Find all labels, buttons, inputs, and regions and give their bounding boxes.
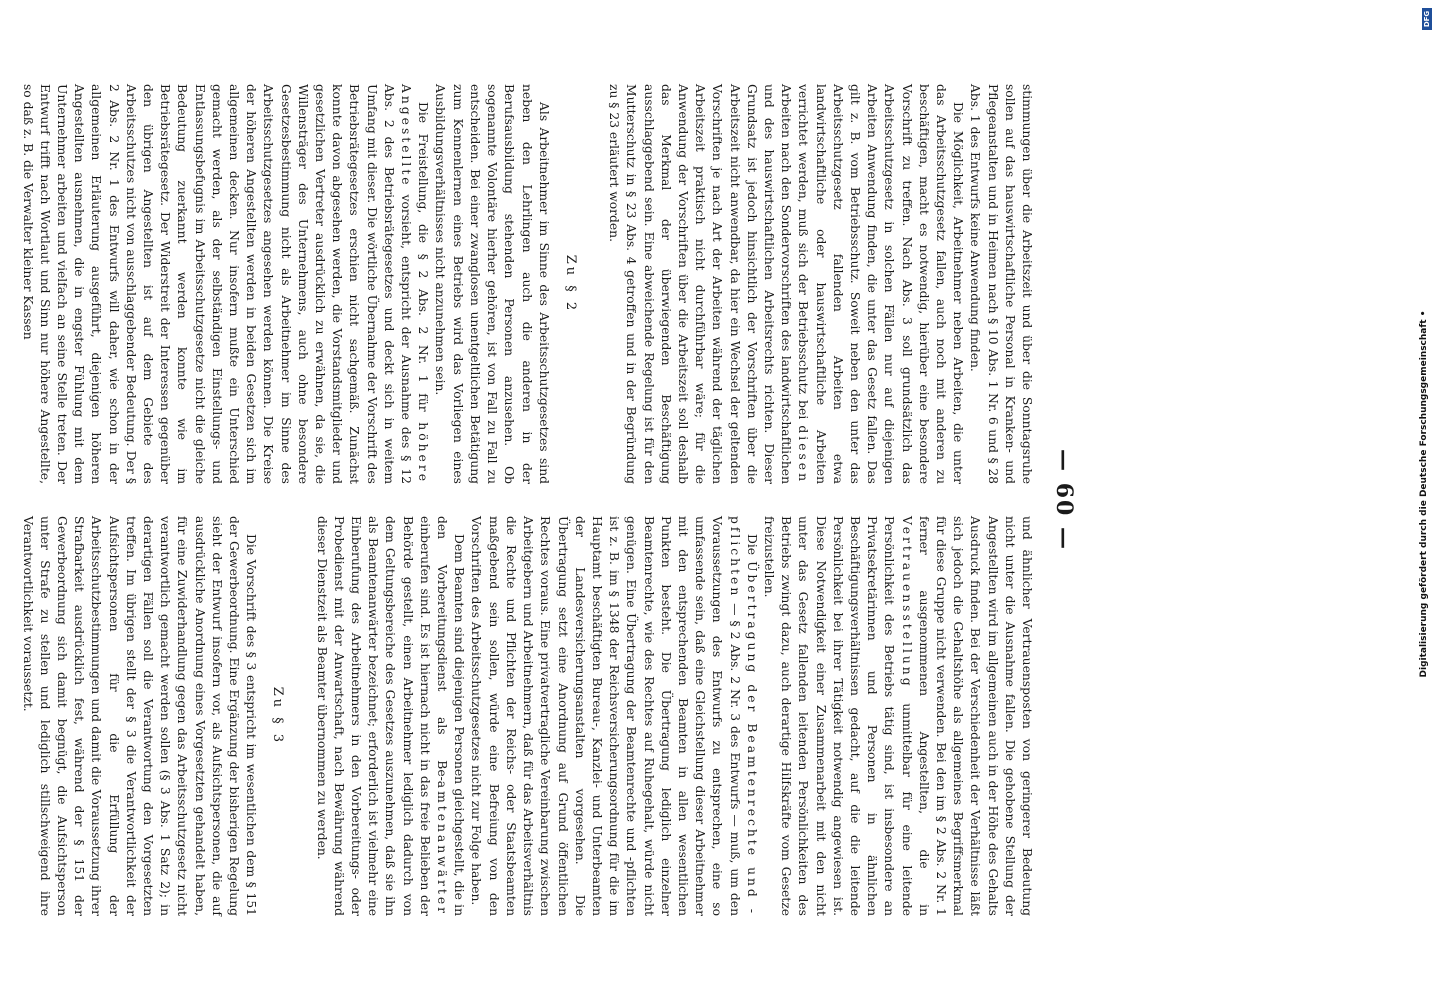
page-canvas — [20, 0, 1105, 1000]
left-paragraph-4-text: Die Freistellung, die § 2 Abs. 2 Nr. 1 für — [416, 102, 431, 412]
right-column — [18, 516, 1035, 916]
right-paragraph-3-text: Dem Beamten sind diejenigen Personen gleichgestellt, die in den Vorbereitungsdienst als Be- — [435, 516, 467, 916]
section-title-3: Zu § 3 — [270, 686, 286, 746]
left-paragraph-2-rest: Arbeiten nach den Sondervorschriften des landwirtschaftlichen und des hauswirtschaftlichen Arbeitsrechts richten. Dieser Grundsatz ist jedoch hinsichtlich der Vorschriften über die Arbeitszeit nicht anwendbar, da hier ein Wechsel der geltenden Vorschriften je nach Art der Arbeiten während der täglichen Arbeitszeit praktisch nicht durchführbar wäre; für die Anwendung der Vorschriften über die Arbeitszeit soll deshalb das Merkmal der überwiegenden Beschäftigung ausschlaggebend sein. Eine abweichende Regelung ist für den Mutterschutz in § 23 Abs. 4 getroffen und in der Begründung zu § 23 erläutert worden. — [607, 84, 794, 484]
left-paragraph-1: stimmungen über die Arbeitszeit und über die Sonntagsruhe sollen auf das hauswirtschaftliche Personal in Kranken- und Pflegeanstalten und in Heimen nach § 10 Abs. 1 Nr. 6 und § 28 Abs. 1 des Entwurfs keine Anwendung finden. — [968, 84, 1034, 484]
left-paragraph-2 — [605, 84, 966, 484]
page-number: — 60 — — [1051, 449, 1077, 551]
digitization-credit-text: Digitalisierung gefördert durch die Deutsche Forschungsgemeinschaft • — [1419, 310, 1429, 678]
right-paragraph-3 — [312, 516, 467, 916]
right-paragraph-1-emphasis: Vertrauensstellung — [899, 516, 914, 689]
left-paragraph-3: Als Arbeitnehmer im Sinne des Arbeitsschutzgesetzes sind neben den Lehrlingen auch die anderen in der Berufsausbildung stehenden Personen anzusehen. Ob sogenannte Volontäre hierher gehören, ist von Fall zu Fall zu entscheiden. Bei einer zwanglosen unentgeltlichen Betätigung zum Kennenlernen eines Betriebs wird das Vorliegen eines Ausbildungsverhältnisses nicht anzunehmen sein. — [433, 84, 551, 484]
left-paragraph-2-emphasis: diesen — [796, 425, 811, 484]
scanned-page — [20, 0, 1105, 1000]
right-paragraph-1 — [760, 516, 1035, 916]
right-paragraph-2 — [467, 516, 759, 916]
right-paragraph-1-rest: unmittelbar für eine leitende Persönlichkeit des Betriebs tätig sind, ist insbesondere an Privatsekretärinnen und Personen in ähnlichen Beschäftigungsverhältnissen gedacht, auf die die leitende Persönlichkeit bei ihrer Tätigkeit notwendig angewiesen ist. Diese Notwendigkeit einer Zusammenarbeit mit den nicht unter das Gesetz fallenden leitenden Persönlichkeiten des Betriebs zwingt dazu, auch derartige Hilfskräfte vom Gesetze freizustellen. — [761, 516, 914, 916]
right-paragraph-3-rest: einberufen sind. Es ist hiernach nicht in das freie Belieben der Behörde gestellt, einen Arbeitnehmer lediglich dadurch von dem Geltungsbereiche des Gesetzes auszunehmen, daß sie ihn als Beamtenanwärter bezeichnet; erforderlich ist vielmehr eine Einberufung des Arbeitnehmers in den Vorbereitungs- oder Probedienst mit der Anwartschaft, nach Bewährung während dieser Dienstzeit als Beamter übernommen zu werden. — [314, 516, 432, 916]
left-paragraph-4-emphasis: höhere Angestellte — [399, 84, 431, 484]
right-paragraph-3-emphasis: amtenanwärter — [435, 780, 450, 916]
right-paragraph-2-rest: — § 2 Abs. 2 Nr. 3 des Entwurfs — muß, um den Voraussetzungen des Entwurfs zu entsprechen, eine so umfassende sein, daß eine Gleichstellung dieser Arbeitnehmer mit den entsprechenden Beamten in allen wesentlichen Punkten besteht. Die Übertragung lediglich einzelner Beamtenrechte, wie des Rechtes auf Ruhegehalt, würde nicht genügen. Eine Übertragung der Beamtenrechte und -pflichten ist z. B. im § 1348 der Reichsversicherungsordnung für die im Hauptamt beschäftigten Bureau-, Kanzlei- und Unterbeamten der Landesversicherungsanstalten vorgesehen. Die Übertragung setzt eine Anordnung auf Grund öffentlichen Rechtes voraus. Eine privatvertragliche Vereinbarung zwischen Arbeitgebern und Arbeitnehmern, daß für das Arbeitsverhältnis die Rechte und Pflichten der Reichs- oder Staatsbeamten maßgebend sein sollen, würde eine Befreiung von den Vorschriften des Arbeitsschutzgesetzes nicht zur Folge haben. — [469, 516, 742, 916]
left-paragraph-4 — [18, 84, 431, 484]
left-paragraph-2-text: Die Möglichkeit, Arbeitnehmer neben Arbeiten, die unter das Arbeitsschutzgesetz fallen, auch noch mit anderen zu beschäftigen, macht es notwendig, hierüber eine besondere Vorschrift zu treffen. Nach Abs. 3 soll grundsätzlich das Arbeitsschutzgesetz in solchen Fällen nur auf diejenigen Arbeiten Anwendung finden, die unter das Gesetz fallen. Das gilt z. B. vom Betriebsschutz. Soweit neben den unter das Arbeitsschutzgesetz fallenden Arbeiten etwa landwirtschaftliche oder hauswirtschaftliche Arbeiten verrichtet werden, muß sich der Betriebsschutz bei — [796, 84, 966, 484]
section-title-2: Zu § 2 — [562, 254, 578, 314]
right-paragraph-2-emphasis: Übertragung der Beamtenrechte und -pflichten — [727, 516, 759, 916]
dfg-logo-text: DFG — [1423, 10, 1431, 28]
left-paragraph-4-rest: vorsieht, entspricht der Ausnahme des § 12 Abs. 2 des Betriebsrätegesetzes und deckt sich in weitem Umfang mit dieser. Die wörtliche Übernahme der Vorschrift des Betriebsrätegesetzes erschien nicht sachgemäß. Zunächst konnte davon abgesehen werden, die Vorstandsmitglieder und gesetzlichen Vertreter ausdrücklich zu erwähnen, da sie, die Willensträger des Unternehmens, auch ohne besondere Gesetzesbestimmung nicht als Arbeitnehmer im Sinne des Arbeitsschutzgesetzes angesehen werden können. Die Kreise der höheren Angestellten werden in beiden Gesetzen sich im allgemeinen decken. Nur insofern mußte ein Unterschied gemacht werden, als der selbständigen Einstellungs- und Entlassungsbefugnis im Arbeitsschutzgesetze nicht die gleiche Bedeutung zuerkannt werden konnte wie im Betriebsrätegesetz. Der Widerstreit der Interessen gegenüber den übrigen Angestellten ist auf dem Gebiete des Arbeitsschutzes nicht von ausschlaggebender Bedeutung. Der § 2 Abs. 2 Nr. 1 des Entwurfs will daher, wie schon in der allgemeinen Erläuterung ausgeführt, diejenigen höheren Angestellten ausnehmen, die in engster Fühlung mit dem Unternehmer arbeiten und vielfach an seine Stelle treten. Der Entwurf trifft nach Wortlaut und Sinn nur höhere Angestellte, so daß z. B. die Verwalter kleiner Kassen — [20, 84, 414, 484]
right-paragraph-2-text: Die — [744, 534, 759, 556]
digitization-credit — [1418, 14, 1430, 974]
document-sheet — [20, 70, 1105, 930]
left-column — [18, 84, 1035, 484]
right-paragraph-4: Die Vorschrift des § 3 entspricht im wesentlichen dem § 151 der Gewerbeordnung. Eine Ergänzung der bisherigen Regelung sieht der Entwurf insofern vor, als Aufsichtspersonen, die auf ausdrückliche Anordnung eines Vorgesetzten gehandelt haben, für eine Zuwiderhandlung gegen das Arbeitsschutzgesetz nicht verantwortlich gemacht werden sollen (§ 3 Abs. 1 Satz 2); in derartigen Fällen soll die Verantwortung den Vorgesetzten treffen. Im übrigen stellt der § 3 die Verantwortlichkeit der Aufsichtspersonen für die Erfüllung der Arbeitsschutzbestimmungen und damit die Voraussetzung ihrer Strafbarkeit ausdrücklich fest, während der § 151 der Gewerbeordnung sich damit begnügt, die Aufsichtsperson unter Strafe zu stellen und lediglich stillschweigend ihre Verantwortlichkeit voraussetzt. — [20, 516, 259, 916]
right-paragraph-1-text: und ähnlicher Vertrauensposten von geringerer Bedeutung nicht unter die Ausnahme fallen. Die gehobene Stellung der Angestellten wird im allgemeinen auch in der Höhe des Gehalts Ausdruck finden. Bei der Verschiedenheit der Verhältnisse läßt sich jedoch die Gehaltshöhe als allgemeines Begriffsmerkmal für diese Gruppe nicht verwenden. Bei den im § 2 Abs. 2 Nr. 1 ferner ausgenommenen Angestellten, die in — [916, 516, 1034, 916]
